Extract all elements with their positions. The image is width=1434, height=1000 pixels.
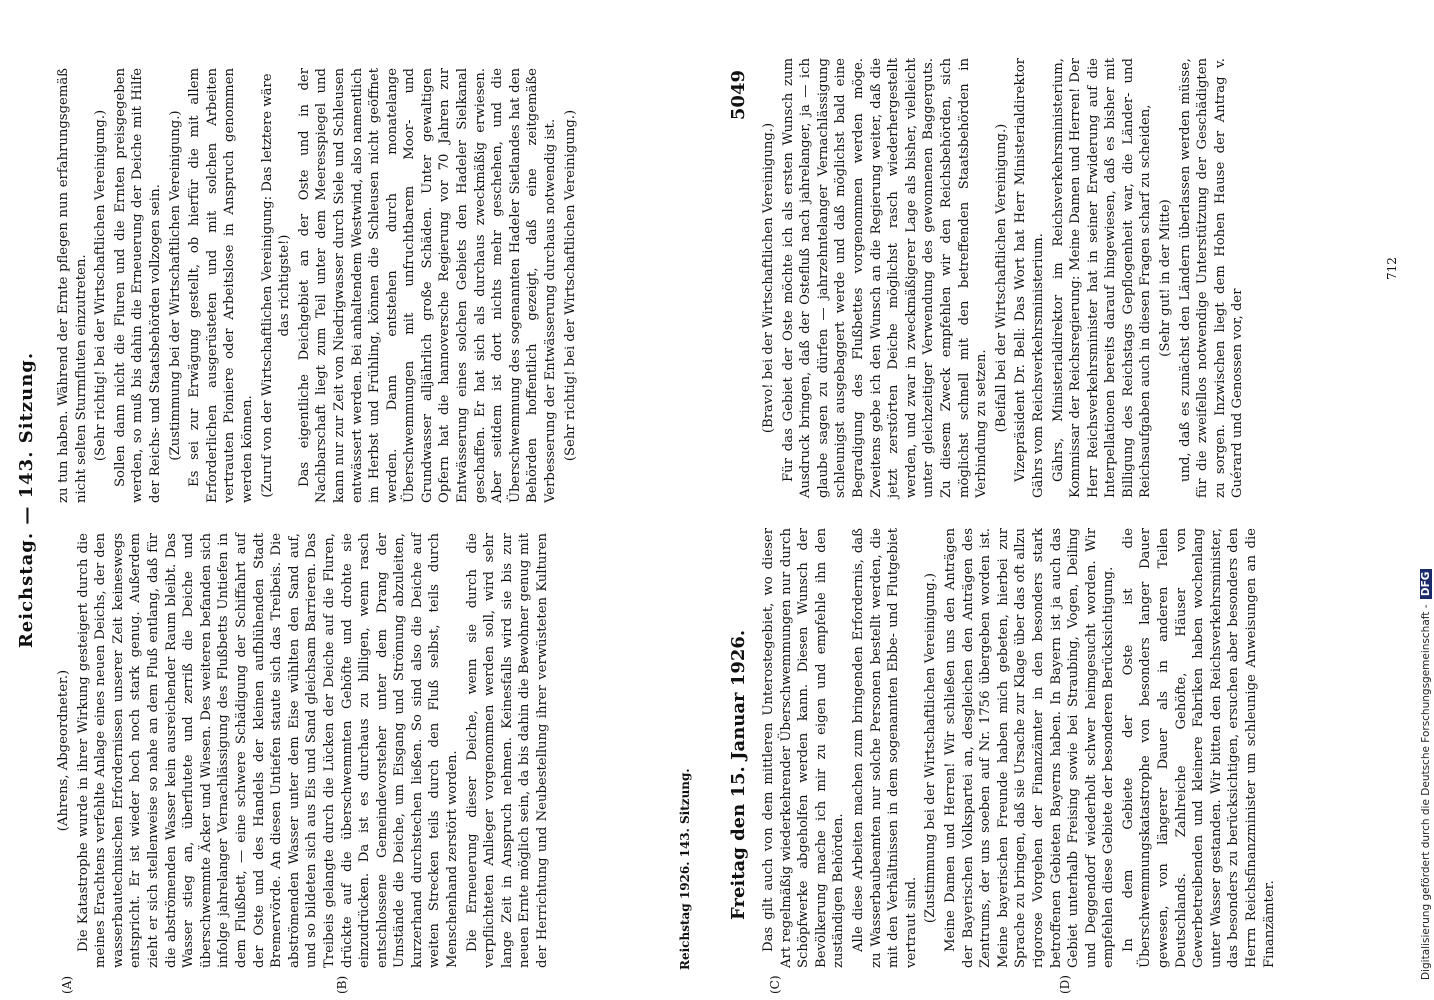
- paragraph: (Beifall bei der Wirtschaftlichen Vereinigung.): [993, 123, 1009, 433]
- footer-session: Reichstag 1926. 143. Sitzung.: [678, 768, 692, 970]
- paragraph: Vizepräsident Dr. Bell: Das Wort hat Herr Ministerialdirektor Gährs vom Reichsverkehrsministerium.: [1013, 58, 1046, 498]
- footer-page-number: 712: [1385, 257, 1399, 280]
- paragraph: Das eigentliche Deichgebiet an der Oste und in der Nachbarschaft liegt zum Teil unter dem Meeresspiegel und kann nur zur Zeit von Niedrigwasser durch Siele und Schleusen entwässert werden. Bei anhaltendem Westwind, also namentlich im Herbst und Frühling, können die Schleusen nicht geöffnet werden. Dann entstehen durch monatelange Überschwemmungen mit unfruchtbarem Moor- und Grundwasser alljährlich große Schäden. Unter gewaltigen Opfern hat die hannoversche Regierung vor 70 Jahren zur Entwässerung eines solchen Gebiets den Hadeler Sielkanal geschaffen. Er hat sich als durchaus zweckmäßig erwiesen. Aber seitdem ist dort nichts mehr geschehen, und die Überschwemmung des sogenannten Hadeler Sietlandes hat den Behörden hoffentlich gezeigt, daß eine zeitgemäße Verbesserung der Entwässerung durchaus notwendig ist.: [296, 68, 559, 503]
- paragraph: Die Erneuerung dieser Deiche, wenn sie durch die verpflichteten Anlieger vorgenommen werden soll, wird sehr lange Zeit in Anspruch nehmen. Keinesfalls wird sie bis zur neuen Ernte möglich sein, da bis dahin die Bewohner genug mit der Herrichtung und Neubestellung ihrer verwüsteten Kulturen zu tun haben. Während der Ernte pflegen nun erfahrungsgemäß nicht selten Sturmfluten einzutreten.: [56, 68, 551, 968]
- paragraph: (Zustimmung bei der Wirtschaftlichen Vereinigung.): [923, 572, 939, 924]
- paragraph: (Sehr richtig! bei der Wirtschaftlichen Vereinigung.): [93, 109, 109, 462]
- paragraph: (Sehr richtig! bei der Wirtschaftlichen Vereinigung.): [562, 109, 578, 462]
- paragraph: Das gilt auch von dem mittleren Unterostegebiet, wo dieser Art regelmäßig wiederkehrender Überschwemmungen nur durch Schöpfwerke abgeholfen werden kann. Diesen Wunsch der Bevölkerung mache ich mir zu eigen und empfehle ihn den zuständigen Behörden.: [761, 528, 847, 968]
- left-page-header: [8, 0, 48, 1000]
- margin-marker-c: (C): [768, 975, 782, 994]
- paragraph: Für das Gebiet der Oste möchte ich als ersten Wunsch zum Ausdruck bringen, daß der Ostefluß nach jahrelanger, ja — ich glaube sagen zu dürfen — jahrzehntelanger Vernachlässigung schleunigst ausgebaggert werde und daß möglichst bald eine Begradigung des Flußbettes vorgenommen werden möge. Zweitens gebe ich den Wunsch an die Regierung weiter, daß die jetzt zerstörten Deiche möglichst rasch wiederhergestellt werden, und zwar in zweckmäßigerer Lage als bisher, vielleicht unter gleichzeitiger Verwendung des gewonnenen Baggerguts. Zu diesem Zweck empfehlen wir den Reichsbehörden, sich möglichst schnell mit den betreffenden Staatsbehörden in Verbindung zu setzen.: [780, 58, 990, 498]
- paragraph: Sollen dann nicht die Fluren und die Ernten preisgegeben werden, so muß bis dahin die Erneuerung der Deiche mit Hilfe der Reichs- und Staatsbehörden vollzogen sein.: [112, 68, 163, 503]
- paragraph: (Zustimmung bei der Wirtschaftlichen Vereinigung.): [167, 110, 183, 461]
- paragraph: (Zuruf von der Wirtschaftlichen Vereinigung: Das letztere wäre das richtigste!): [259, 73, 293, 498]
- paragraph: (Bravo! bei der Wirtschaftlichen Vereinigung.): [761, 122, 776, 434]
- paragraph: Alle diese Arbeiten machen zum bringenden Erfordernis, daß zu Wasserbaubeamten nur solche Personen bestellt werden, die mit den Verhältnissen in dem sogenannten Ebbe- und Flutgebiet vertraut sind.: [850, 528, 919, 968]
- header-session-title: Reichstag. — 143. Sitzung.: [16, 351, 37, 649]
- digitization-credit: [1420, 20, 1432, 980]
- margin-marker-a: (A): [60, 975, 74, 994]
- paragraph: (Sehr gut! in der Mitte): [1158, 199, 1174, 357]
- paragraph: Es sei zur Erwägung gestellt, ob hierfür die mit allem Erforderlichen ausgerüsteten und mit solchen Arbeiten vertrauten Pioniere oder Arbeitslose in Anspruch genommen werden können.: [187, 68, 255, 503]
- margin-marker-b: (B): [335, 975, 349, 994]
- text-column-right-page: [760, 58, 1380, 968]
- paragraph: (Ahrens, Abgeordneter.): [56, 669, 71, 832]
- paragraph: Die Katastrophe wurde in ihrer Wirkung gesteigert durch die meines Erachtens verfehlte Anlage eines neuen Deichs, der den wasserbautechnischen Erfordernissen unserer Zeit keineswegs entspricht. Er ist wieder hoch noch stark genug. Außerdem zieht er sich stellenweise so nahe an dem Fluß entlang, daß für die abströmenden Wasser kein ausreichender Raum bleibt. Das Wasser stieg an, überflutete und zerriß die Deiche und überschwemmte Äcker und Wiesen. Des weiteren befanden sich infolge jahrelanger Vernachlässigung des Flußbetts Untiefen in dem Flußbett, — eine schwere Schädigung der Schiffahrt auf der Oste und des Handels der kleinen aufblühenden Stadt Bremervörde. An diesen Untiefen staute sich das Treibeis. Die abströmenden Wasser unter dem Eise wühlten den Sand auf, und so bildeten sich aus Eis und Sand gleichsam Barrieren. Das Treibeis gelangte durch die Lücken der Deiche auf die Fluren, drückte auf die überschwemmten Gehöfte und drohte sie einzudrücken. Da ist es durchaus zu billigen, wenn rasch entschlossene Gemeindevorsteher unter dem Drang der Umstände die Deiche, um Eisgang und Strömung abzuleiten, kurzerhand durchstechen ließen. So sind also die Deiche auf weiten Strecken teils durch den Fluß selbst, teils durch Menschenhand zerstört worden.: [75, 533, 461, 968]
- paragraph: Meine Damen und Herren! Wir schließen uns den Anträgen der Bayerischen Volkspartei an, desgleichen den Anträgen des Zentrums, der uns soeben auf Nr. 1756 übergeben worden ist. Meine bayerischen Freunde haben mich gebeten, hierbei zur Sprache zu bringen, daß sie Ursache zur Klage über das oft allzu rigorose Vorgehen der Finanzämter in den besonders stark betroffenen Gebieten Bayerns haben. In Bayern ist ja auch das Gebiet unterhalb Freising sowie bei Straubing, Vogen, Deiling und Deggendorf wiederholt schwer heimgesucht worden. Wir empfehlen diese Gebiete der besonderen Berücksichtigung.: [942, 528, 1117, 968]
- paragraph: Gährs, Ministerialdirektor im Reichsverkehrsministerium, Kommissar der Reichsregierung: Meine Damen und Herren! Der Herr Reichsverkehrsminister hat in seiner Erwiderung auf die Interpellationen bereits darauf hingewiesen, daß es bisher mit Billigung des Reichstags Gepflogenheit war, die Länder- und Reichsaufgaben auch in diesen Fragen scharf zu scheiden,: [1050, 58, 1154, 498]
- paragraph: und, daß es zunächst den Ländern überlassen werden müsse, für die zweifellos notwendige Unterstützung der Geschädigten zu sorgen. Inzwischen liegt dem Hohen Hause der Antrag v. Guérard und Genossen vor, der: [1177, 58, 1246, 498]
- dfg-logo: DFG: [1420, 569, 1432, 600]
- text-column-left-page: [55, 68, 665, 968]
- credit-text: Digitalisierung gefördert durch die Deutsche Forschungsgemeinschaft -: [1420, 604, 1432, 980]
- header-page-number: 5049: [728, 70, 749, 121]
- paragraph: In dem Gebiete der Oste ist die Überschwemmungskatastrophe von besonders langer Dauer gewesen, von längerer Dauer als in anderen Teilen Deutschlands. Zahlreiche Gehöfte, Häuser von Gewerbetreibenden und kleinere Fabriken haben wochenlang unter Wasser gestanden. Wir bitten den Reichsverkehrsminister, das besonders zu berücksichtigen, ersuchen aber besonders den Herrn Reichsfinanzminister um schleunige Anweisungen an die Finanzämter.: [1120, 528, 1277, 968]
- header-date: Freitag den 15. Januar 1926.: [728, 629, 749, 920]
- right-page-header: [720, 0, 760, 1000]
- margin-marker-d: (D): [1058, 975, 1072, 994]
